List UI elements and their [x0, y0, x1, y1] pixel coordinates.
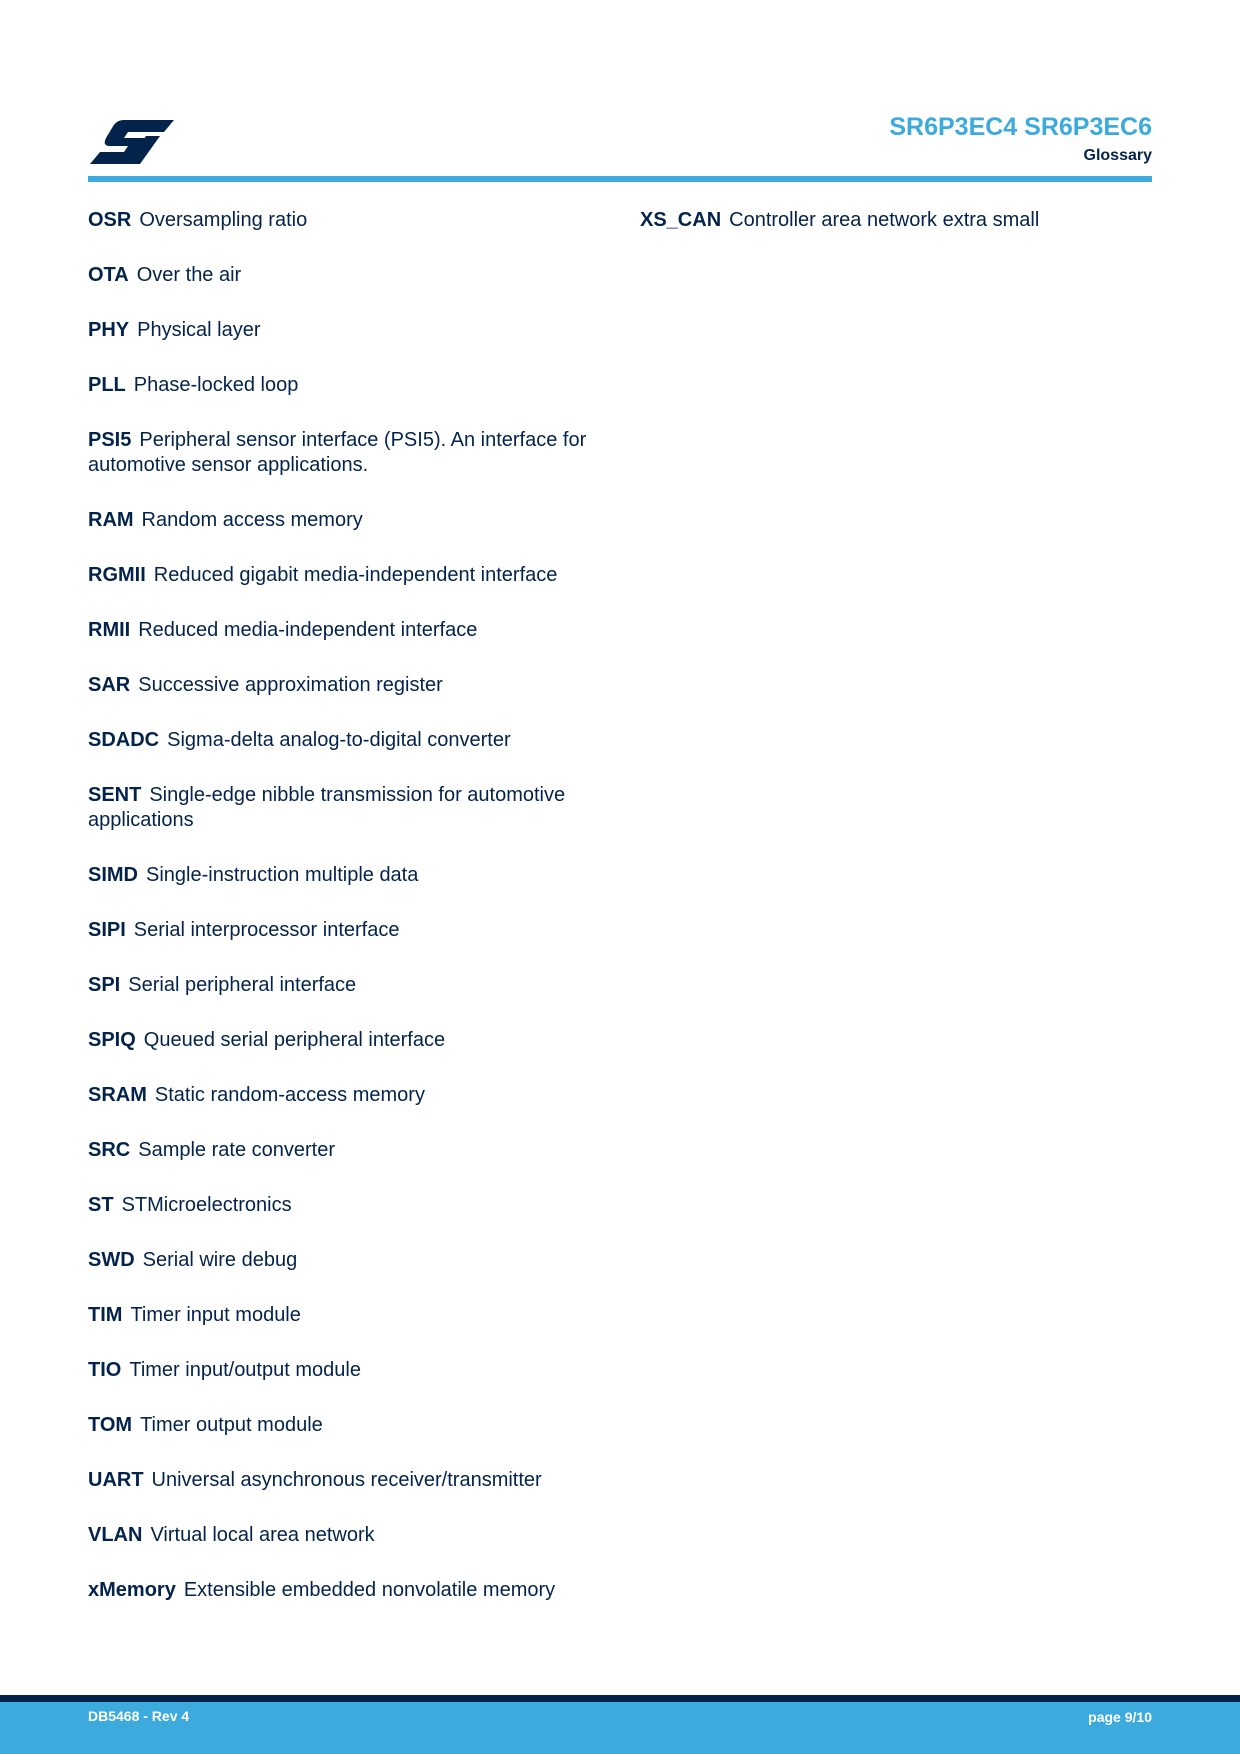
glossary-entry: [88, 208, 598, 233]
glossary-definition: Timer input module: [130, 1304, 301, 1326]
glossary-term: XS_CAN: [640, 209, 722, 231]
glossary-term: TOM: [88, 1414, 133, 1436]
glossary-entry: [88, 563, 598, 588]
glossary-column-right: [640, 208, 1150, 263]
glossary-definition: Oversampling ratio: [139, 209, 308, 231]
glossary-definition: Reduced gigabit media-independent interface: [153, 564, 558, 586]
st-logo-icon: [88, 118, 174, 166]
glossary-entry: [88, 1468, 598, 1493]
glossary-entry: [640, 208, 1150, 233]
glossary-term: SWD: [88, 1249, 135, 1271]
glossary-definition: Timer input/output module: [129, 1359, 361, 1381]
glossary-entry: [88, 263, 598, 288]
glossary-entry: [88, 1523, 598, 1548]
section-title: Glossary: [1083, 147, 1152, 164]
glossary-definition: Queued serial peripheral interface: [143, 1029, 446, 1051]
glossary-entry: [88, 1358, 598, 1383]
glossary-entry: [88, 1303, 598, 1328]
glossary-term: PSI5: [88, 429, 132, 451]
glossary-entry: [88, 728, 598, 753]
glossary-term: SIMD: [88, 864, 138, 886]
glossary-definition: Reduced media-independent interface: [138, 619, 478, 641]
glossary-term: UART: [88, 1469, 144, 1491]
glossary-term: SRAM: [88, 1084, 147, 1106]
glossary-term: SPI: [88, 974, 121, 996]
glossary-entry: [88, 508, 598, 533]
glossary-term: SPIQ: [88, 1029, 136, 1051]
glossary-entry: [88, 863, 598, 888]
glossary-entry: [88, 1138, 598, 1163]
glossary-definition: Single-edge nibble transmission for automotive applications: [88, 784, 566, 831]
glossary-term: SRC: [88, 1139, 131, 1161]
glossary-entry: [88, 618, 598, 643]
glossary-term: RMII: [88, 619, 131, 641]
glossary-term: RAM: [88, 509, 134, 531]
glossary-definition: Phase-locked loop: [133, 374, 299, 396]
glossary-entry: [88, 1413, 598, 1438]
glossary-term: SENT: [88, 784, 142, 806]
glossary-entry: [88, 973, 598, 998]
glossary-column-left: [88, 208, 598, 1633]
glossary-definition: Random access memory: [141, 509, 363, 531]
glossary-term: xMemory: [88, 1579, 176, 1601]
footer-divider: [0, 1695, 1240, 1702]
document-revision: DB5468 - Rev 4: [88, 1708, 190, 1724]
glossary-entry: [88, 1578, 598, 1603]
glossary-entry: [88, 1248, 598, 1273]
glossary-definition: Peripheral sensor interface (PSI5). An interface for automotive sensor applications.: [88, 429, 587, 476]
glossary-entry: [88, 918, 598, 943]
glossary-definition: Serial interprocessor interface: [133, 919, 400, 941]
glossary-entry: [88, 673, 598, 698]
glossary-definition: Timer output module: [140, 1414, 323, 1436]
glossary-definition: Over the air: [136, 264, 242, 286]
glossary-term: RGMII: [88, 564, 146, 586]
glossary-entry: [88, 428, 598, 478]
glossary-definition: Controller area network extra small: [729, 209, 1040, 231]
glossary-definition: Serial wire debug: [142, 1249, 298, 1271]
glossary-term: PHY: [88, 319, 130, 341]
footer: [0, 1702, 1240, 1754]
glossary-definition: Virtual local area network: [150, 1524, 375, 1546]
glossary-term: SIPI: [88, 919, 126, 941]
glossary-definition: Serial peripheral interface: [128, 974, 357, 996]
glossary-term: SAR: [88, 674, 131, 696]
glossary-term: TIM: [88, 1304, 123, 1326]
glossary-entry: [88, 1028, 598, 1053]
glossary-term: OSR: [88, 209, 132, 231]
glossary-term: SDADC: [88, 729, 160, 751]
header-divider: [88, 176, 1152, 182]
glossary-definition: Sigma-delta analog-to-digital converter: [167, 729, 511, 751]
document-title: SR6P3EC4 SR6P3EC6: [889, 113, 1152, 141]
glossary-term: OTA: [88, 264, 129, 286]
glossary-entry: [88, 1083, 598, 1108]
glossary-definition: STMicroelectronics: [121, 1194, 292, 1216]
glossary-definition: Universal asynchronous receiver/transmitter: [151, 1469, 542, 1491]
glossary-term: ST: [88, 1194, 114, 1216]
glossary-definition: Physical layer: [137, 319, 261, 341]
glossary-entry: [88, 373, 598, 398]
glossary-entry: [88, 783, 598, 833]
glossary-definition: Single-instruction multiple data: [146, 864, 419, 886]
glossary-definition: Static random-access memory: [154, 1084, 425, 1106]
glossary-entry: [88, 318, 598, 343]
glossary-definition: Sample rate converter: [138, 1139, 335, 1161]
glossary-entry: [88, 1193, 598, 1218]
glossary-definition: Extensible embedded nonvolatile memory: [183, 1579, 556, 1601]
glossary-definition: Successive approximation register: [138, 674, 443, 696]
glossary-term: VLAN: [88, 1524, 143, 1546]
glossary-term: PLL: [88, 374, 126, 396]
glossary-term: TIO: [88, 1359, 122, 1381]
page-number: page 9/10: [1088, 1709, 1152, 1725]
